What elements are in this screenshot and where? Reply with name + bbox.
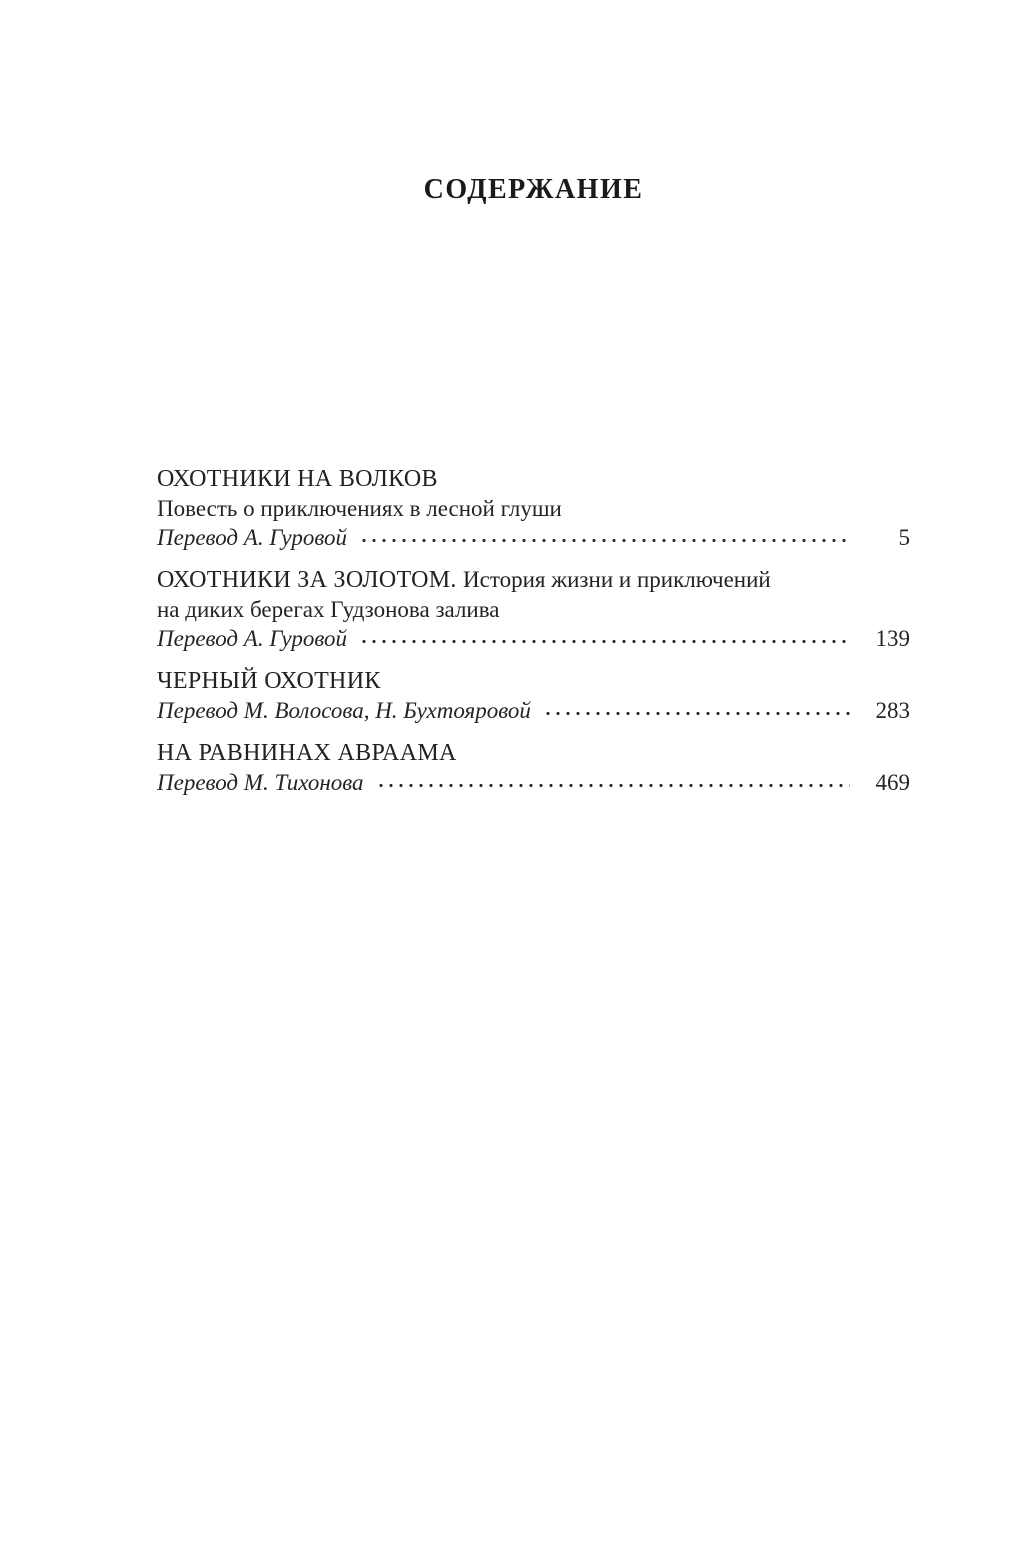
entry-title-suffix: История жизни и приключений [463,567,771,592]
toc-entry [157,565,910,653]
dot-leader [543,700,850,716]
translator-credit: Перевод А. Гуровой [157,626,348,651]
entry-title-caps: ОХОТНИКИ ЗА ЗОЛОТОМ. [157,567,457,593]
contents-title: СОДЕРЖАНИЕ [423,174,644,205]
entry-subtitle: на диких берегах Гудзонова залива [157,597,500,622]
toc-entry [157,464,910,552]
dot-leader [359,527,850,543]
translator-credit: Перевод М. Волосова, Н. Бухтояровой [157,698,531,723]
translator-row [157,523,910,552]
page-number: 139 [875,626,910,651]
entry-title: ОХОТНИКИ НА ВОЛКОВ [157,466,438,492]
toc-entry [157,738,910,797]
dot-leader [376,772,850,788]
translator-credit: Перевод А. Гуровой [157,525,348,550]
entry-title: НА РАВНИНАХ АВРААМА [157,740,457,766]
page-number: 469 [875,770,910,795]
translator-credit: Перевод М. Тихонова [157,770,364,795]
entry-title: ЧЕРНЫЙ ОХОТНИК [157,668,381,694]
translator-row [157,768,910,797]
toc-list [157,464,910,810]
toc-entry [157,666,910,725]
page-number: 5 [898,525,910,550]
dot-leader [359,628,850,644]
page-number: 283 [875,698,910,723]
translator-row [157,624,910,653]
translator-row [157,696,910,725]
entry-title [157,565,910,595]
entry-subtitle: Повесть о приключениях в лесной глуши [157,496,562,521]
